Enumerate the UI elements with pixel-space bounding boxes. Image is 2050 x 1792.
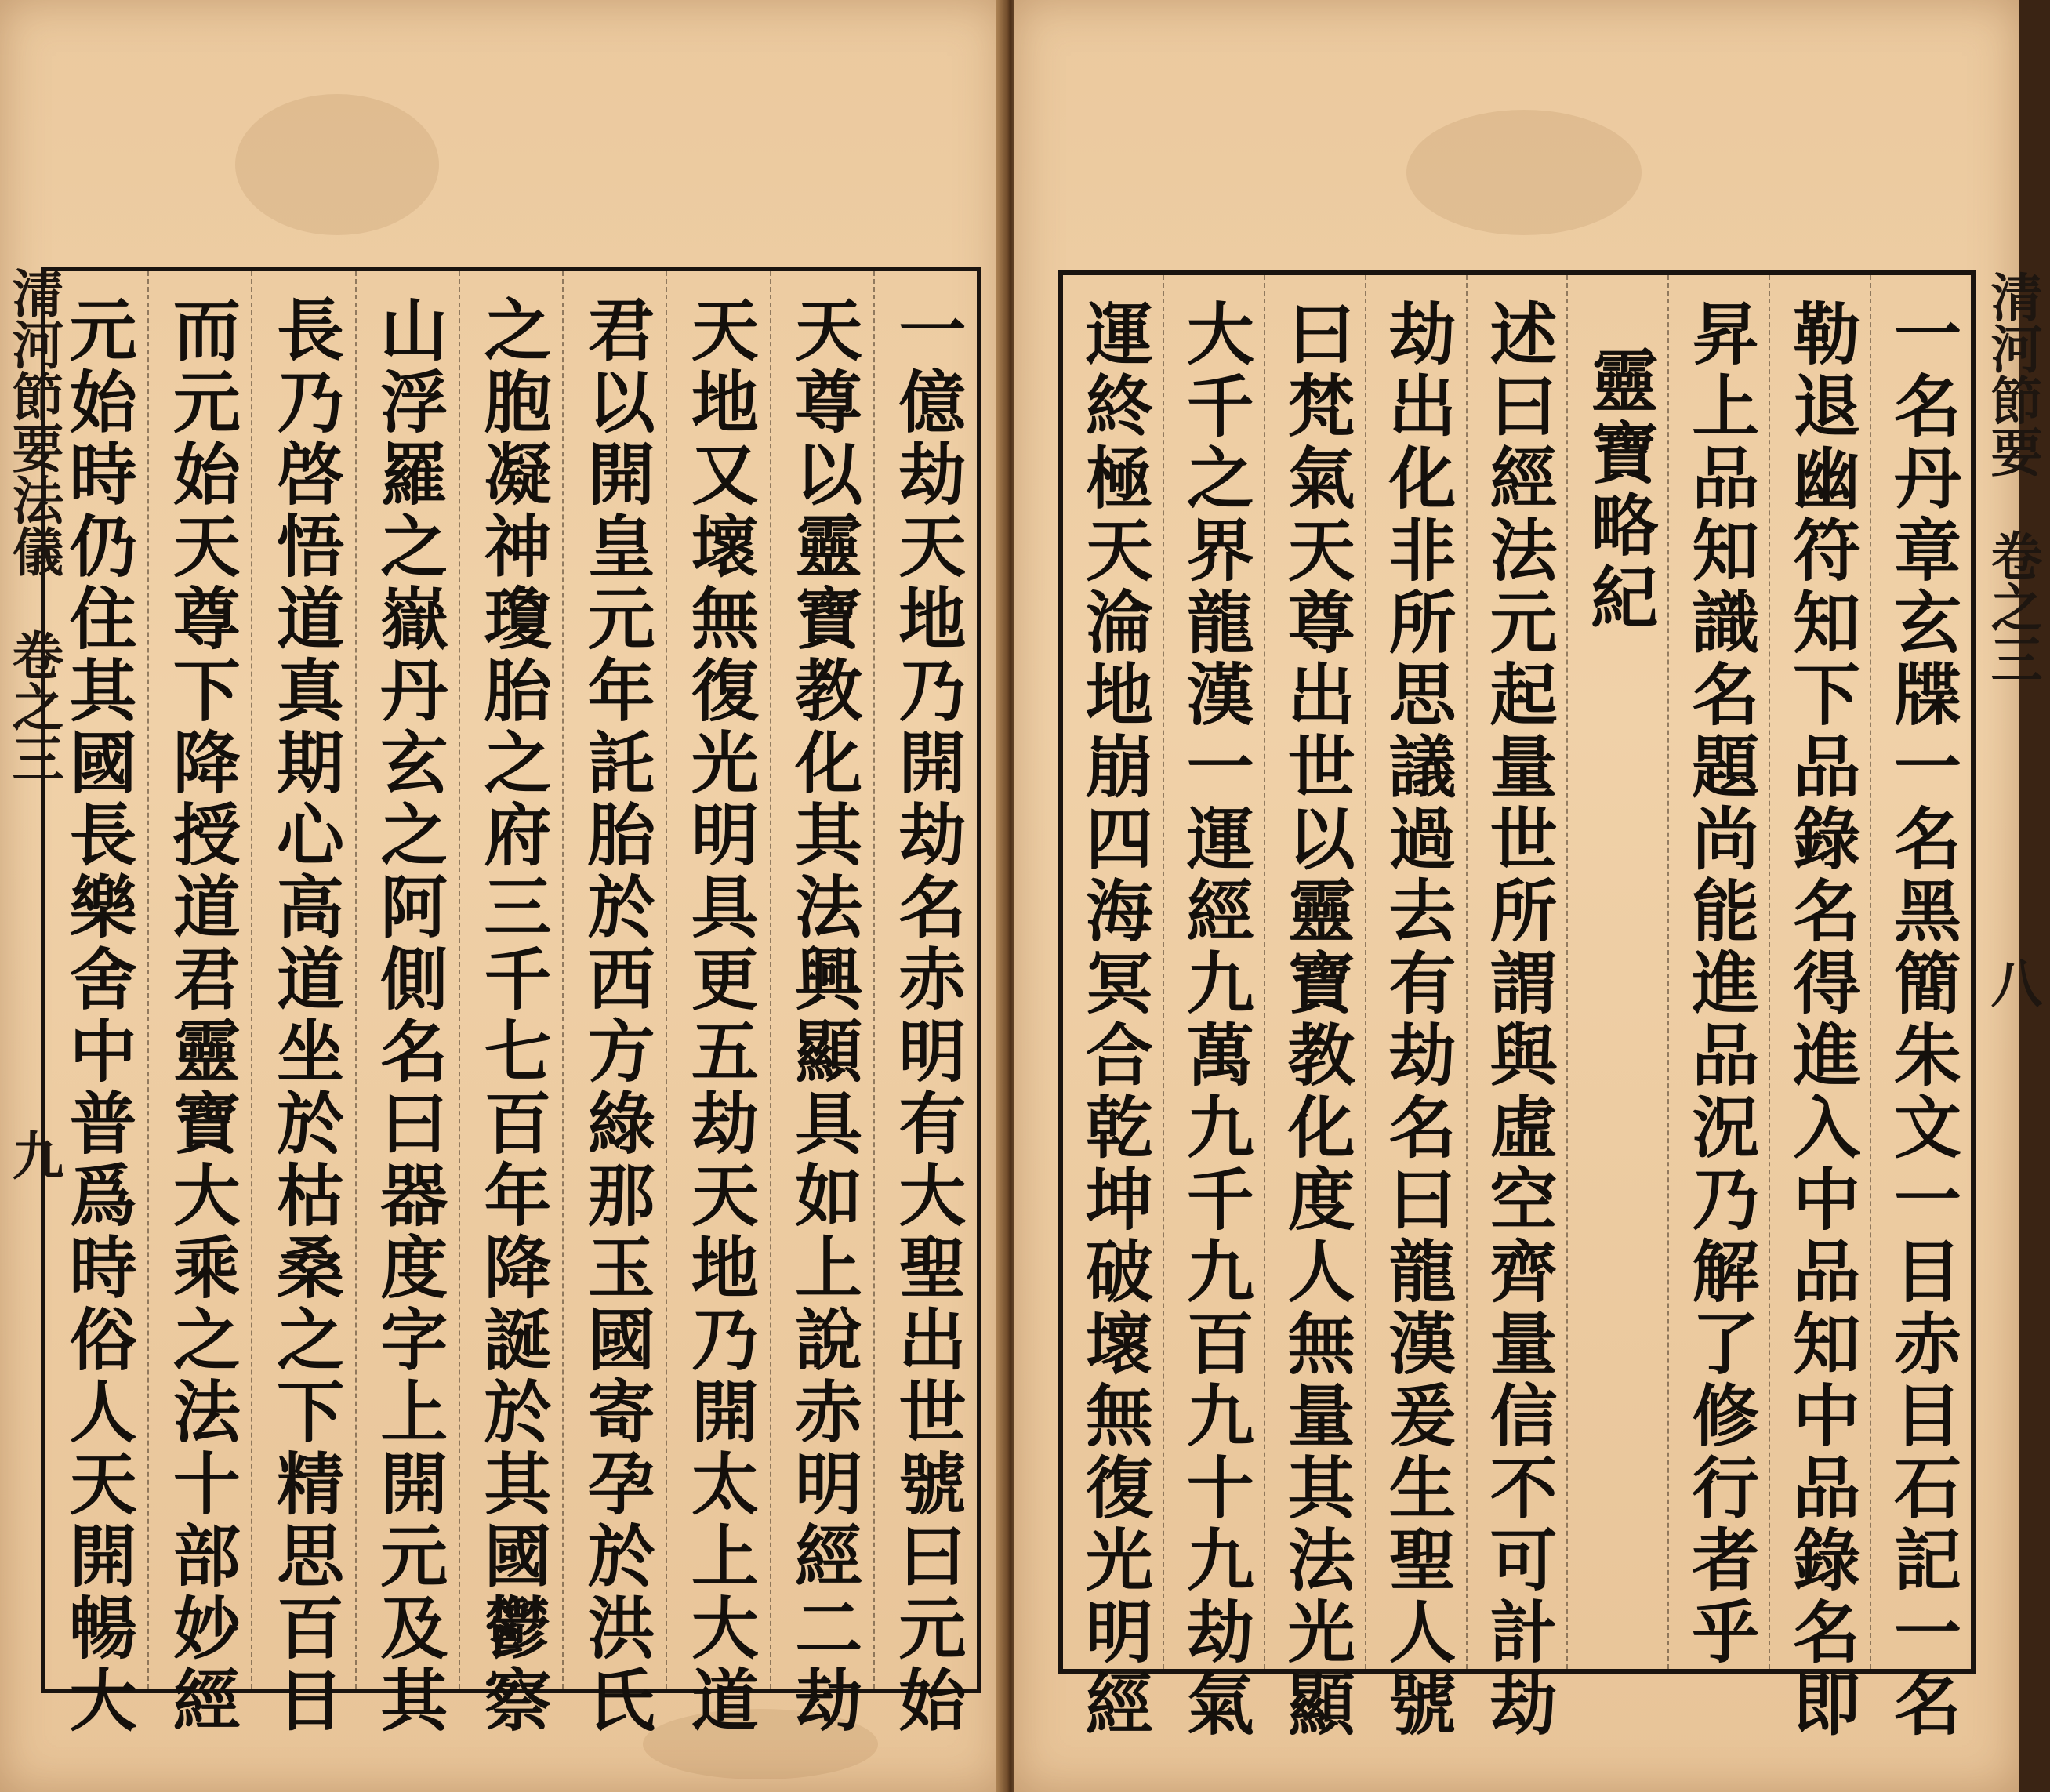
column-text: 君以開皇元年託胎於西方綠那玉國寄孕於洪氏 (575, 295, 655, 1737)
text-column (1566, 275, 1667, 1669)
paper-stain (1406, 110, 1642, 235)
text-column (1870, 275, 1971, 1741)
left-text-columns (45, 271, 977, 1737)
text-column (666, 271, 769, 1737)
left-text-frame (41, 267, 981, 1737)
text-column (1667, 275, 1769, 1669)
right-page-number: 八 (1982, 956, 2043, 1008)
text-column (1466, 275, 1567, 1741)
right-text-columns (1063, 275, 1971, 1741)
column-text: 昇上品知識名題尚能進品況乃解了修行者乎 (1680, 299, 1760, 1669)
text-column (770, 271, 873, 1737)
column-text: 運終極天淪地崩四海冥合乾坤破壞無復光明經 (1073, 299, 1153, 1741)
text-column (251, 271, 354, 1737)
text-column (1769, 275, 1870, 1741)
left-page (0, 0, 1003, 1792)
column-text: 天尊以靈寶教化其法興顯具如上說赤明經二劫 (783, 295, 863, 1737)
column-text: 一億劫天地乃開劫名赤明有大聖出世號曰元始 (887, 295, 967, 1737)
column-text: 大千之界龍漢一運經九萬九千九百九十九劫氣 (1174, 299, 1254, 1741)
column-text: 之胞凝神瓊胎之府三千七百年降誕於其國鬱察 (472, 295, 552, 1737)
section-heading: 靈寶略紀 (1579, 346, 1659, 634)
text-column (459, 271, 562, 1737)
right-page (1014, 0, 2019, 1792)
left-page-number: 九 (3, 1129, 64, 1181)
text-column (562, 271, 666, 1737)
left-banxin-title: 清河節要法儀 卷之三 (3, 267, 64, 784)
text-column (355, 271, 459, 1737)
column-text: 劫出化非所思議過去有劫名曰龍漢爰生聖人號 (1377, 299, 1457, 1741)
column-text: 長乃啓悟道真期心高道坐於枯桑之下精思百日 (265, 295, 345, 1737)
text-column (1365, 275, 1466, 1741)
text-column (45, 271, 147, 1737)
column-text: 一名丹章玄牒一名黑簡朱文一目赤目石記一名 (1882, 299, 1961, 1741)
column-text: 元始時仍住其國長樂舍中普爲時俗人天開暢大 (57, 295, 137, 1737)
text-column (1163, 275, 1264, 1741)
column-text: 曰梵氣天尊出世以靈寶教化度人無量其法光顯 (1275, 299, 1355, 1741)
column-text: 山浮羅之嶽丹玄之阿側名曰器度字上開元及其 (368, 295, 448, 1737)
text-column (1063, 275, 1163, 1741)
paper-stain (235, 94, 439, 235)
text-column (147, 271, 251, 1737)
column-text: 述曰經法元起量世所謂與虛空齊量信不可計劫 (1478, 299, 1558, 1741)
column-text: 而元始天尊下降授道君靈寶大乘之法十部妙經 (161, 295, 241, 1737)
right-text-frame (1058, 270, 1976, 1741)
right-banxin-title: 清河節要 卷之三 (1982, 270, 2043, 684)
text-column (873, 271, 977, 1737)
column-text: 天地又壞無復光明具更五劫天地乃開太上大道 (679, 295, 759, 1737)
text-column (1264, 275, 1365, 1741)
column-text: 勒退幽符知下品錄名得進入中品知中品錄名即 (1781, 299, 1861, 1741)
